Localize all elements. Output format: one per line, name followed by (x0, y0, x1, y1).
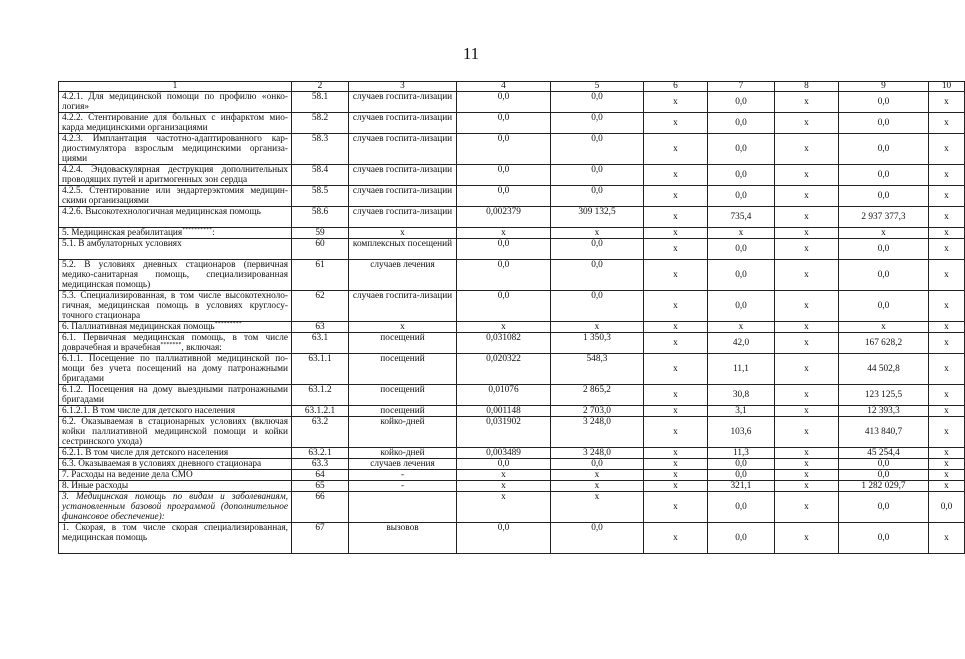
col4-value: 0,031902 (457, 417, 551, 448)
col9-value: х (839, 228, 929, 239)
footnote-mark: ********* (214, 320, 242, 327)
row-unit: случаев госпита-лизации (349, 92, 457, 113)
col6-value: х (644, 186, 708, 207)
row-code: 67 (292, 523, 349, 554)
row-name-cell (59, 322, 292, 333)
col5-value: х (551, 481, 644, 492)
col4-value: х (457, 470, 551, 481)
table-row (59, 417, 965, 448)
table-row (59, 322, 965, 333)
col7-value: 0,0 (708, 92, 775, 113)
row-name-cell (59, 481, 292, 492)
row-name-cell (59, 291, 292, 322)
row-code: 63.1 (292, 333, 349, 354)
col10-value: х (929, 385, 965, 406)
row-name-tail: , включая: (181, 343, 222, 353)
col7-value: 11,1 (708, 354, 775, 385)
row-name: 6.1.1. Посещение по паллиативной медицинской по-мощи без учета посещений на дому патронажными бригадами (62, 354, 288, 384)
row-name-cell (59, 385, 292, 406)
row-name-cell (59, 492, 292, 523)
col4-value: 0,0 (457, 92, 551, 113)
col6-value: х (644, 239, 708, 260)
row-unit: посещений (349, 406, 457, 417)
col5-value: 0,0 (551, 260, 644, 291)
row-unit: - (349, 470, 457, 481)
col9-value: 0,0 (839, 113, 929, 134)
row-name-cell (59, 228, 292, 239)
col5-value: 3 248,0 (551, 448, 644, 459)
row-unit: х (349, 322, 457, 333)
row-name-cell (59, 333, 292, 354)
col6-value: х (644, 322, 708, 333)
col9-value: 0,0 (839, 459, 929, 470)
table-row (59, 113, 965, 134)
row-code: 62 (292, 291, 349, 322)
col10-value: х (929, 459, 965, 470)
col5-value: 0,0 (551, 523, 644, 554)
row-name: 1. Скорая, в том числе скорая специализированная, медицинская помощь (62, 523, 288, 543)
row-code: 63 (292, 322, 349, 333)
row-code: 59 (292, 228, 349, 239)
row-unit: посещений (349, 354, 457, 385)
page-number: 11 (462, 44, 480, 63)
row-name: 3. Медицинская помощь по видам и заболеваниям, установленным базовой программой (дополнительное финансовое обеспечение): (62, 492, 288, 522)
col10-value: 0,0 (929, 492, 965, 523)
col4-value: х (457, 492, 551, 523)
col6-value: х (644, 228, 708, 239)
row-code: 63.1.2.1 (292, 406, 349, 417)
row-name-cell (59, 165, 292, 186)
col6-value: х (644, 459, 708, 470)
row-code: 65 (292, 481, 349, 492)
col8-value: х (775, 260, 839, 291)
row-name: 6.2. Оказываемая в стационарных условиях (включая койки паллиативной медицинской помощи и койки сестринского ухода) (62, 417, 288, 447)
col9-value: 1 282 029,7 (839, 481, 929, 492)
col5-value: 0,0 (551, 92, 644, 113)
col6-value: х (644, 165, 708, 186)
header-cell: 3 (349, 82, 457, 92)
col10-value: х (929, 406, 965, 417)
table-row (59, 354, 965, 385)
row-name: 6. Паллиативная медицинская помощь (62, 322, 215, 332)
col8-value: х (775, 448, 839, 459)
col10-value: х (929, 481, 965, 492)
col6-value: х (644, 492, 708, 523)
col8-value: х (775, 492, 839, 523)
col10-value: х (929, 417, 965, 448)
col5-value: х (551, 228, 644, 239)
row-name-cell (59, 470, 292, 481)
col6-value: х (644, 113, 708, 134)
col9-value: 0,0 (839, 92, 929, 113)
col10-value: х (929, 113, 965, 134)
row-name: 4.2.1. Для медицинской помощи по профилю «онко-логия» (62, 92, 288, 112)
footnote-mark: ******* (160, 341, 182, 348)
table-row (59, 448, 965, 459)
table-row (59, 523, 965, 554)
row-code: 63.2 (292, 417, 349, 448)
col10-value: х (929, 523, 965, 554)
col6-value: х (644, 291, 708, 322)
row-name: 4.2.3. Имплантация частотно-адаптированного кар-диостимулятора взрослым медицинскими организа-циями (62, 134, 288, 164)
row-code: 58.4 (292, 165, 349, 186)
row-name: 5.1. В амбулаторных условиях (62, 239, 182, 249)
row-code: 58.1 (292, 92, 349, 113)
table-row (59, 470, 965, 481)
col5-value: 0,0 (551, 134, 644, 165)
col5-value: 309 132,5 (551, 207, 644, 228)
row-name: 8. Иные расходы (62, 481, 129, 491)
col7-value: х (708, 228, 775, 239)
col9-value: 12 393,3 (839, 406, 929, 417)
row-name-cell (59, 417, 292, 448)
header-cell: 9 (839, 82, 929, 92)
table-row (59, 291, 965, 322)
col9-value: 44 502,8 (839, 354, 929, 385)
col4-value: 0,0 (457, 134, 551, 165)
row-unit: случаев госпита-лизации (349, 186, 457, 207)
col8-value: х (775, 459, 839, 470)
header-cell: 5 (551, 82, 644, 92)
col8-value: х (775, 207, 839, 228)
col4-value: 0,031082 (457, 333, 551, 354)
row-name-cell (59, 406, 292, 417)
col4-value: 0,0 (457, 523, 551, 554)
table-row (59, 385, 965, 406)
col7-value: 0,0 (708, 260, 775, 291)
col7-value: 30,8 (708, 385, 775, 406)
footnote-mark: ********** (182, 226, 213, 233)
row-unit: комплексных посещений (349, 239, 457, 260)
col7-value: 0,0 (708, 186, 775, 207)
row-name: 5.2. В условиях дневных стационаров (первичная медико-санитарная помощь, специализированная медицинская помощь) (62, 260, 288, 290)
row-name-cell (59, 459, 292, 470)
col9-value: 0,0 (839, 186, 929, 207)
header-cell: 10 (929, 82, 965, 92)
col8-value: х (775, 406, 839, 417)
col8-value: х (775, 165, 839, 186)
table-row (59, 92, 965, 113)
col5-value: 1 350,3 (551, 333, 644, 354)
col8-value: х (775, 417, 839, 448)
col4-value: 0,001148 (457, 406, 551, 417)
col10-value: х (929, 260, 965, 291)
col4-value: 0,0 (457, 459, 551, 470)
row-unit: случаев госпита-лизации (349, 113, 457, 134)
table-row (59, 228, 965, 239)
row-code: 63.3 (292, 459, 349, 470)
col4-value: 0,020322 (457, 354, 551, 385)
col7-value: 0,0 (708, 134, 775, 165)
row-name-tail: : (212, 228, 215, 238)
row-unit: посещений (349, 333, 457, 354)
row-code: 63.1.1 (292, 354, 349, 385)
row-name: 4.2.2. Стентирование для больных с инфарктом мио-карда медицинскими организациями (62, 113, 288, 133)
col5-value: 0,0 (551, 291, 644, 322)
col10-value: х (929, 134, 965, 165)
table-row (59, 165, 965, 186)
col7-value: 0,0 (708, 459, 775, 470)
row-code: 61 (292, 260, 349, 291)
col9-value: 0,0 (839, 291, 929, 322)
row-name: 6.1.2. Посещения на дому выездными патронажными бригадами (62, 385, 288, 405)
col6-value: х (644, 134, 708, 165)
col8-value: х (775, 134, 839, 165)
col6-value: х (644, 333, 708, 354)
row-code: 63.1.2 (292, 385, 349, 406)
row-name: 6.1. Первичная медицинская помощь, в том числе доврачебная и врачебная (62, 333, 288, 353)
row-code: 64 (292, 470, 349, 481)
row-code: 58.6 (292, 207, 349, 228)
col7-value: х (708, 322, 775, 333)
row-code: 60 (292, 239, 349, 260)
row-unit: случаев госпита-лизации (349, 207, 457, 228)
col10-value: х (929, 291, 965, 322)
col4-value: 0,0 (457, 113, 551, 134)
col8-value: х (775, 322, 839, 333)
col7-value: 0,0 (708, 492, 775, 523)
col9-value: 0,0 (839, 260, 929, 291)
row-unit: х (349, 228, 457, 239)
header-cell: 7 (708, 82, 775, 92)
col10-value: х (929, 165, 965, 186)
col8-value: х (775, 228, 839, 239)
col10-value: х (929, 239, 965, 260)
col9-value: 0,0 (839, 239, 929, 260)
col6-value: х (644, 523, 708, 554)
col6-value: х (644, 417, 708, 448)
col9-value: 0,0 (839, 165, 929, 186)
col5-value: х (551, 322, 644, 333)
table-row (59, 333, 965, 354)
col4-value: 0,0 (457, 260, 551, 291)
col4-value: 0,0 (457, 239, 551, 260)
col8-value: х (775, 385, 839, 406)
col4-value: х (457, 322, 551, 333)
tariff-table (58, 81, 965, 554)
col7-value: 11,3 (708, 448, 775, 459)
col8-value: х (775, 92, 839, 113)
row-code: 58.5 (292, 186, 349, 207)
col4-value: 0,0 (457, 291, 551, 322)
col7-value: 103,6 (708, 417, 775, 448)
row-code: 63.2.1 (292, 448, 349, 459)
col10-value: х (929, 92, 965, 113)
col6-value: х (644, 92, 708, 113)
col9-value: 0,0 (839, 523, 929, 554)
row-name: 4.2.5. Стентирование или эндартерэктомия медицин-скими организациями (62, 186, 288, 206)
col7-value: 0,0 (708, 239, 775, 260)
col10-value: х (929, 354, 965, 385)
header-cell: 6 (644, 82, 708, 92)
col4-value: х (457, 481, 551, 492)
col4-value: 0,0 (457, 165, 551, 186)
row-unit: случаев госпита-лизации (349, 134, 457, 165)
row-name: 4.2.6. Высокотехнологичная медицинская помощь (62, 207, 261, 217)
col10-value: х (929, 470, 965, 481)
col6-value: х (644, 260, 708, 291)
row-name: 5.3. Специализированная, в том числе высокотехноло-гичная, медицинская помощь в условиях круглосу-точного стационара (62, 291, 288, 321)
col6-value: х (644, 481, 708, 492)
table-row (59, 207, 965, 228)
header-cell: 4 (457, 82, 551, 92)
col8-value: х (775, 113, 839, 134)
col5-value: 0,0 (551, 459, 644, 470)
row-code: 58.2 (292, 113, 349, 134)
col7-value: 0,0 (708, 165, 775, 186)
table-row (59, 260, 965, 291)
col8-value: х (775, 523, 839, 554)
table-row (59, 239, 965, 260)
col4-value: 0,0 (457, 186, 551, 207)
row-name: 6.3. Оказываемая в условиях дневного стационара (62, 459, 262, 469)
col7-value: 735,4 (708, 207, 775, 228)
table-row (59, 406, 965, 417)
col8-value: х (775, 333, 839, 354)
row-unit: посещений (349, 385, 457, 406)
row-name: 4.2.4. Эндоваскулярная деструкция дополнительных проводящих путей и аритмогенных зон сердца (62, 165, 288, 185)
col7-value: 0,0 (708, 291, 775, 322)
row-name-cell (59, 523, 292, 554)
col9-value: 123 125,5 (839, 385, 929, 406)
col10-value: х (929, 333, 965, 354)
col10-value: х (929, 322, 965, 333)
row-unit: вызовов (349, 523, 457, 554)
row-name-cell (59, 354, 292, 385)
col4-value: х (457, 228, 551, 239)
row-code: 66 (292, 492, 349, 523)
header-cell: 2 (292, 82, 349, 92)
row-name-cell (59, 113, 292, 134)
col5-value: х (551, 492, 644, 523)
header-row (59, 82, 965, 92)
col5-value: 3 248,0 (551, 417, 644, 448)
row-name-cell (59, 134, 292, 165)
col6-value: х (644, 406, 708, 417)
col10-value: х (929, 186, 965, 207)
row-name: 5. Медицинская реабилитация (62, 228, 183, 238)
col6-value: х (644, 385, 708, 406)
col8-value: х (775, 291, 839, 322)
row-unit: койко-дней (349, 448, 457, 459)
col10-value: х (929, 207, 965, 228)
col5-value: 0,0 (551, 113, 644, 134)
col6-value: х (644, 470, 708, 481)
col9-value: 0,0 (839, 470, 929, 481)
row-name-cell (59, 207, 292, 228)
col9-value: 45 254,4 (839, 448, 929, 459)
row-name-cell (59, 92, 292, 113)
col9-value: 2 937 377,3 (839, 207, 929, 228)
row-name-cell (59, 448, 292, 459)
col5-value: 0,0 (551, 186, 644, 207)
row-unit: койко-дней (349, 417, 457, 448)
row-unit: случаев лечения (349, 260, 457, 291)
row-unit: случаев госпита-лизации (349, 291, 457, 322)
col5-value: х (551, 470, 644, 481)
row-name-cell (59, 186, 292, 207)
col9-value: 413 840,7 (839, 417, 929, 448)
col8-value: х (775, 239, 839, 260)
row-unit: - (349, 481, 457, 492)
col4-value: 0,002379 (457, 207, 551, 228)
col5-value: 2 703,0 (551, 406, 644, 417)
row-name: 7. Расходы на ведение дела СМО (62, 470, 193, 480)
col4-value: 0,003489 (457, 448, 551, 459)
col5-value: 0,0 (551, 165, 644, 186)
col4-value: 0,01076 (457, 385, 551, 406)
table-row (59, 459, 965, 470)
col8-value: х (775, 186, 839, 207)
row-name-cell (59, 260, 292, 291)
col6-value: х (644, 354, 708, 385)
row-unit (349, 492, 457, 523)
col10-value: х (929, 448, 965, 459)
row-unit: случаев лечения (349, 459, 457, 470)
col8-value: х (775, 481, 839, 492)
row-code: 58.3 (292, 134, 349, 165)
row-name-cell (59, 239, 292, 260)
col5-value: 0,0 (551, 239, 644, 260)
col9-value: х (839, 322, 929, 333)
table-row (59, 492, 965, 523)
col7-value: 3,1 (708, 406, 775, 417)
table-row (59, 186, 965, 207)
row-name: 6.2.1. В том числе для детского населения (62, 448, 229, 458)
col5-value: 548,3 (551, 354, 644, 385)
col7-value: 0,0 (708, 113, 775, 134)
row-unit: случаев госпита-лизации (349, 165, 457, 186)
col7-value: 0,0 (708, 470, 775, 481)
col7-value: 42,0 (708, 333, 775, 354)
row-name: 6.1.2.1. В том числе для детского населения (62, 406, 236, 416)
col7-value: 321,1 (708, 481, 775, 492)
table-row (59, 481, 965, 492)
col9-value: 167 628,2 (839, 333, 929, 354)
col7-value: 0,0 (708, 523, 775, 554)
col6-value: х (644, 448, 708, 459)
header-cell: 8 (775, 82, 839, 92)
col8-value: х (775, 354, 839, 385)
col8-value: х (775, 470, 839, 481)
col9-value: 0,0 (839, 134, 929, 165)
col9-value: 0,0 (839, 492, 929, 523)
table-row (59, 134, 965, 165)
col5-value: 2 865,2 (551, 385, 644, 406)
header-cell: 1 (59, 82, 292, 92)
col10-value: х (929, 228, 965, 239)
col6-value: х (644, 207, 708, 228)
